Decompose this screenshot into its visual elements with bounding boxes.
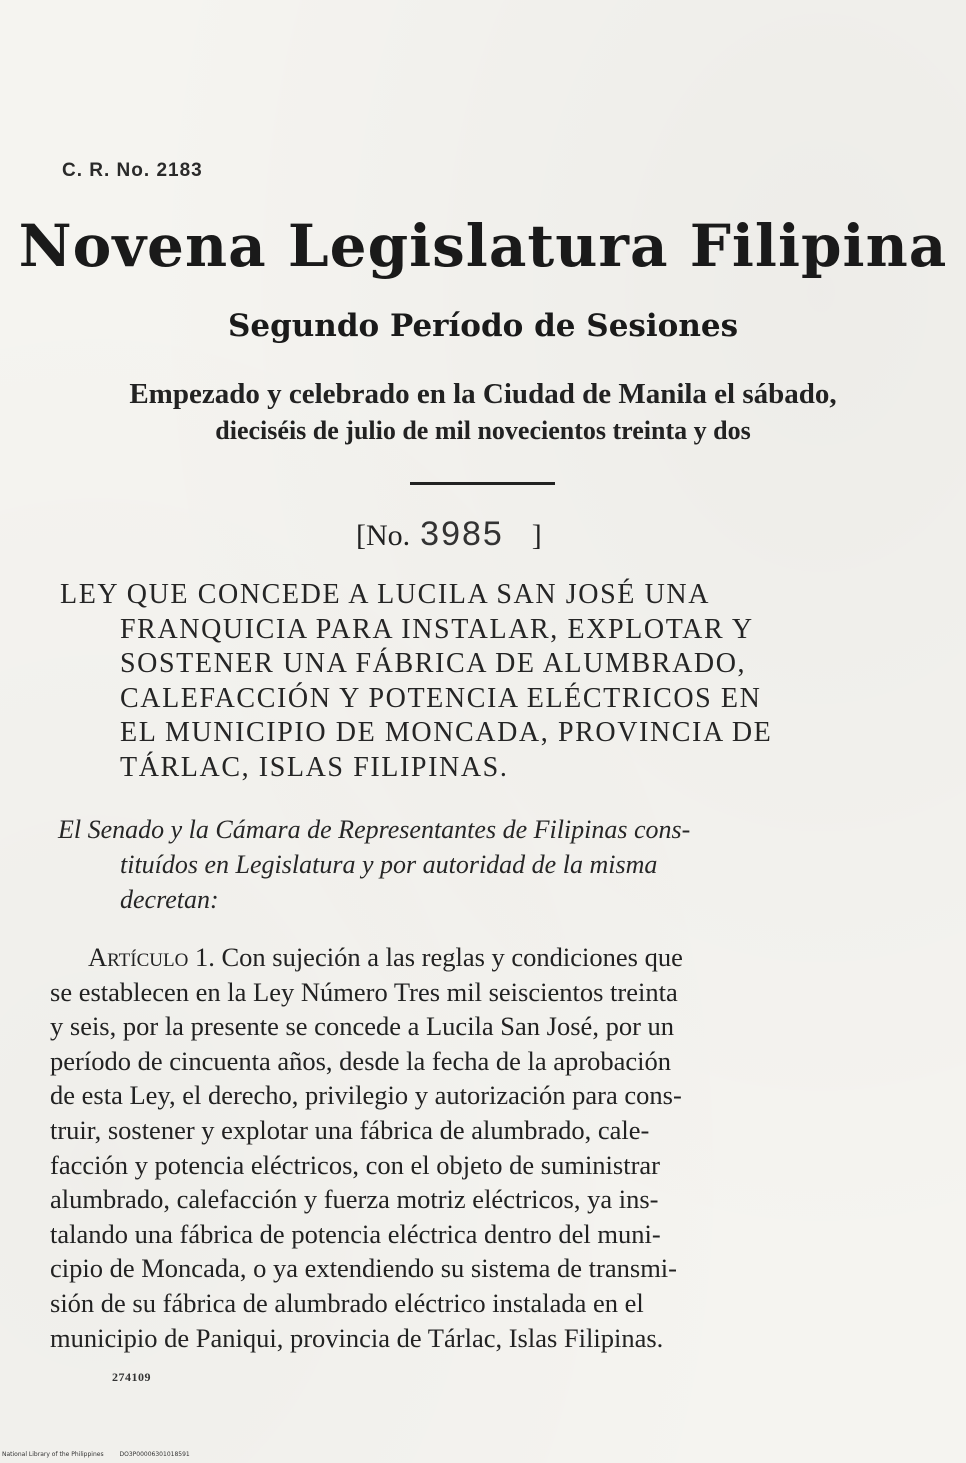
archive-strip xyxy=(0,1446,966,1463)
archive-id: DO3P00006301018591 xyxy=(119,1451,190,1458)
divider-rule xyxy=(410,482,555,485)
session-title: Segundo Período de Sesiones xyxy=(227,308,739,344)
article-line: municipio de Paniqui, provincia de Tárlac, Islas Filipinas. xyxy=(50,1322,664,1353)
article-line-text: Con sujeción a las reglas y condiciones que xyxy=(221,942,683,972)
article-line: talando una fábrica de potencia eléctrica dentro del muni- xyxy=(50,1218,661,1249)
article-line: sión de su fábrica de alumbrado eléctrico instalada en el xyxy=(50,1287,644,1318)
article-line: y seis, por la presente se concede a Lucila San José, por un xyxy=(50,1011,675,1042)
enacting-line: El Senado y la Cámara de Representantes de Filipinas cons- xyxy=(58,815,691,844)
enacting-line: tituídos en Legislatura y por autoridad de la misma xyxy=(120,850,658,879)
print-code: 274109 xyxy=(112,1370,151,1384)
legislature-title: Novena Legislatura Filipina xyxy=(18,212,948,280)
act-number-close: ] xyxy=(531,519,542,552)
act-title-line: LEY QUE CONCEDE A LUCILA SAN JOSÉ UNA xyxy=(60,579,711,610)
session-date-line-1: Empezado y celebrado en la Ciudad de Manila el sábado, xyxy=(129,378,837,410)
act-number xyxy=(356,515,542,554)
act-title-line: SOSTENER UNA FÁBRICA DE ALUMBRADO, xyxy=(120,648,747,679)
article-line xyxy=(50,940,892,975)
act-number-value: 3985 xyxy=(420,515,504,553)
cr-number: C. R. No. 2183 xyxy=(62,160,203,181)
enacting-clause xyxy=(58,812,894,917)
article-label: Artículo 1. xyxy=(88,942,215,972)
act-number-open: [No. xyxy=(356,519,411,552)
act-title-line: TÁRLAC, ISLAS FILIPINAS. xyxy=(120,751,509,783)
act-title xyxy=(60,578,890,785)
act-title-line: EL MUNICIPIO DE MONCADA, PROVINCIA DE xyxy=(120,717,773,748)
session-date-line-2: dieciséis de julio de mil novecientos treinta y dos xyxy=(215,416,751,445)
enacting-line: decretan: xyxy=(120,885,219,914)
article-line: alumbrado, calefacción y fuerza motriz eléctricos, ya ins- xyxy=(50,1184,659,1215)
article-line: de esta Ley, el derecho, privilegio y autorización para cons- xyxy=(50,1080,682,1111)
article-line: cipio de Moncada, o ya extendiendo su sistema de transmi- xyxy=(50,1253,677,1284)
article-line: facción y potencia eléctricos, con el objeto de suministrar xyxy=(50,1149,661,1180)
article-line: período de cincuenta años, desde la fecha de la aprobación xyxy=(50,1045,671,1076)
article-line: truir, sostener y explotar una fábrica de alumbrado, cale- xyxy=(50,1114,650,1145)
article-1 xyxy=(50,940,892,1355)
article-line: se establecen en la Ley Número Tres mil seiscientos treinta xyxy=(50,976,678,1007)
act-title-line: FRANQUICIA PARA INSTALAR, EXPLOTAR Y xyxy=(120,613,754,645)
archive-source: National Library of the Philippines xyxy=(2,1451,104,1458)
act-title-line: CALEFACCIÓN Y POTENCIA ELÉCTRICOS EN xyxy=(120,682,762,714)
